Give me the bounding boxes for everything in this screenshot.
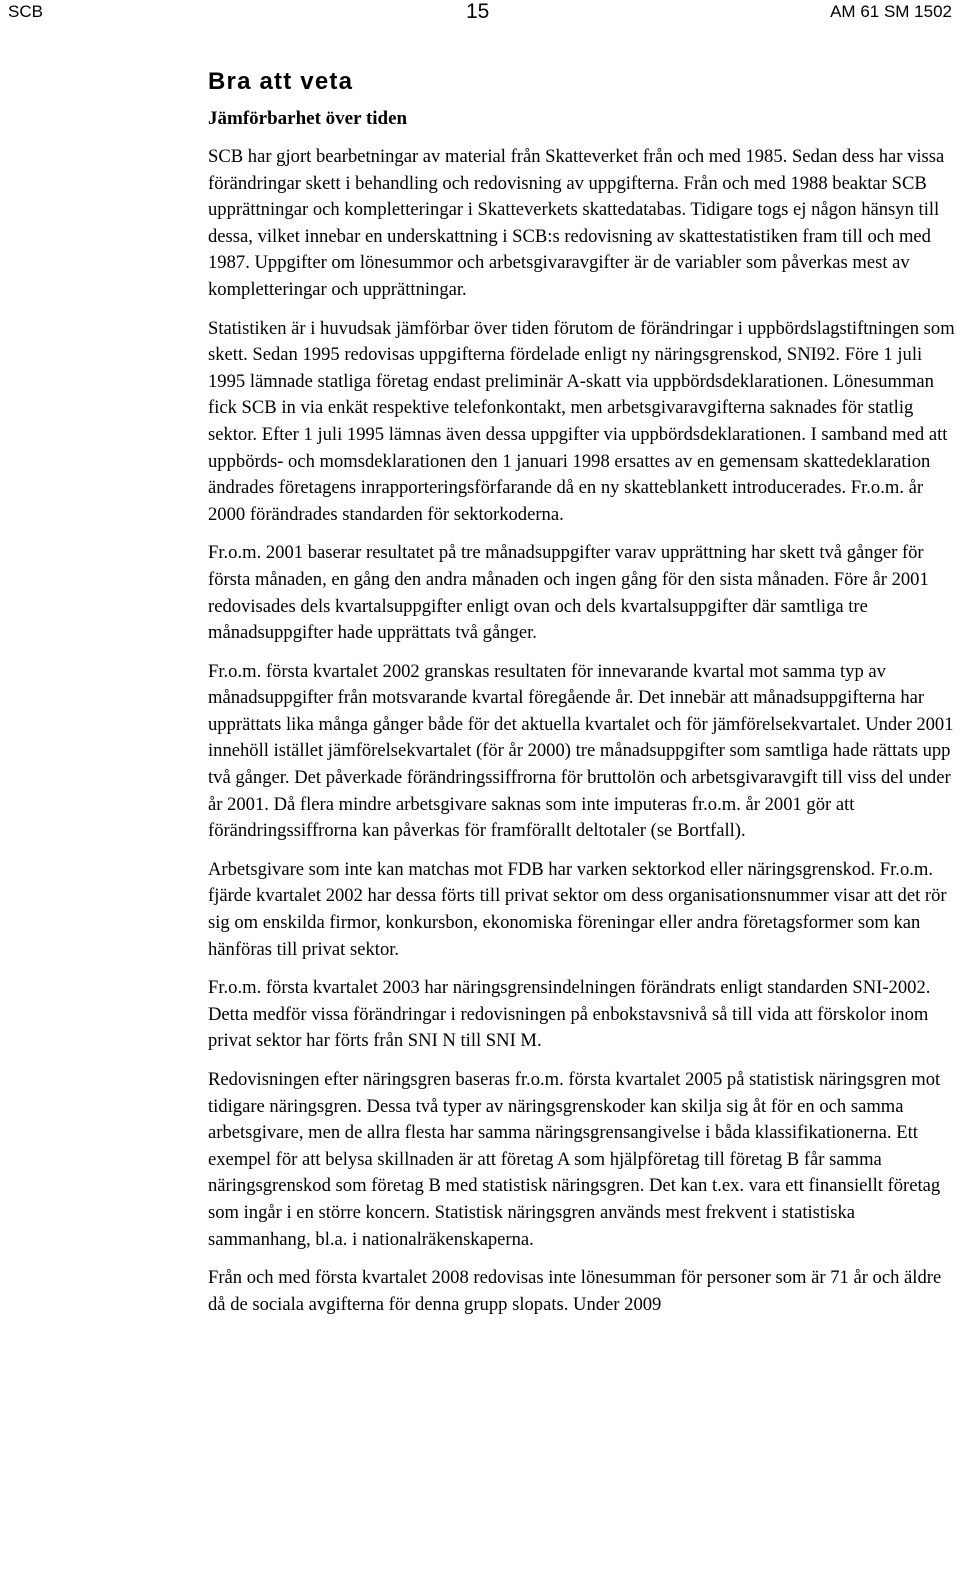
section-subtitle: Jämförbarhet över tiden xyxy=(208,108,408,129)
section-title: Bra att veta xyxy=(208,68,354,95)
paragraph: Fr.o.m. 2001 baserar resultatet på tre månadsuppgifter varav upprättning har skett två gånger för första månaden, en gång den andra månaden och ingen gång för den sista månaden. Före år 2001 redovisades dels kvartalsuppgifter enligt ovan och dels kvartalsuppgifter där samtliga tre månadsuppgifter hade upprättats två gånger. xyxy=(208,542,929,644)
paragraph: Fr.o.m. första kvartalet 2002 granskas resultaten för innevarande kvartal mot samma typ av månadsuppgifter från motsvarande kvartal föregående år. Det innebär att månadsuppgifterna har upprättats lika många gånger både för det aktuella kvartalet och för jämförelsekvartalet. Under 2001 innehöll istället jämförelsekvartalet (för år 2000) tre månadsuppgifter som samtliga hade rättats upp två gånger. Det påverkade förändringssiffrorna för bruttolön och arbetsgivaravgift till viss del under år 2001. Då flera mindre arbetsgivare saknas som inte imputeras fr.o.m. år 2001 gör att förändringssiffrorna kan påverkas för framförallt deltotaler (se Bortfall). xyxy=(208,660,954,842)
paragraph: Från och med första kvartalet 2008 redovisas inte lönesumman för personer som är 71 år och äldre då de sociala avgifterna för denna grupp slopats. Under 2009 xyxy=(208,1267,942,1315)
paragraph: SCB har gjort bearbetningar av material från Skatteverket från och med 1985. Sedan dess har vissa förändringar skett i behandling och redovisning av uppgifterna. Från och med 1988 beaktar SCB upprättningar och kompletteringar i Skatteverkets skattedatabas. Tidigare togs ej någon hänsyn till dessa, vilket innebar en underskattning i SCB:s redovisning av skattestatistiken fram till och med 1987. Uppgifter om lönesummor och arbetsgivaravgifter är de variabler som påverkas mest av kompletteringar och upprättningar. xyxy=(208,146,945,300)
page-header xyxy=(0,0,960,26)
paragraph: Fr.o.m. första kvartalet 2003 har näringsgrensindelningen förändrats enligt standarden SNI-2002. Detta medför vissa förändringar i redovisningen på enbokstavsnivå så till vida att förskolor inom privat sektor har förts från SNI N till SNI M. xyxy=(208,977,931,1052)
page-number: 15 xyxy=(466,0,490,23)
document-body xyxy=(208,66,956,1330)
paragraph: Statistiken är i huvudsak jämförbar över tiden förutom de förändringar i uppbördslagstiftningen som skett. Sedan 1995 redovisas uppgifterna fördelade enligt ny näringsgrenskod, SNI92. Före 1 juli 1995 lämnade statliga företag endast preliminär A-skatt via uppbördsdeklarationen. Lönesumman fick SCB in via enkät respektive telefonkontakt, men arbetsgivaravgifterna saknades för statlig sektor. Efter 1 juli 1995 lämnas även dessa uppgifter via uppbördsdeklarationen. I samband med att uppbörds- och momsdeklarationen den 1 januari 1998 ersattes av en gemensam skattedeklaration ändrades företagens inrapporteringsförfarande då en ny skatteblankett introducerades. Fr.o.m. år 2000 förändrades standarden för sektorkoderna. xyxy=(208,317,955,525)
paragraph: Arbetsgivare som inte kan matchas mot FDB har varken sektorkod eller näringsgrenskod. Fr.o.m. fjärde kvartalet 2002 har dessa förts till privat sektor om dess organisationsnummer visar att det rör sig om enskilda firmor, konkursbon, ekonomiska föreningar eller andra företagsformer som kan hänföras till privat sektor. xyxy=(208,858,947,960)
header-publisher: SCB xyxy=(8,2,43,21)
paragraph: Redovisningen efter näringsgren baseras fr.o.m. första kvartalet 2005 på statistisk näringsgren mot tidigare näringsgren. Dessa två typer av näringsgrenskoder kan skilja sig åt för en och samma arbetsgivare, men de allra flesta har samma näringsgrensangivelse i båda klassifikationerna. Ett exempel för att belysa skillnaden är att företag A som hjälpföretag till företag B får samma näringsgrenskod som företag B med statistisk näringsgren. Det kan t.ex. vara ett finansiellt företag som ingår i en större koncern. Statistisk näringsgren används mest frekvent i statistiska sammanhang, bl.a. i nationalräkenskaperna. xyxy=(208,1069,941,1250)
header-report-code: AM 61 SM 1502 xyxy=(830,2,952,21)
